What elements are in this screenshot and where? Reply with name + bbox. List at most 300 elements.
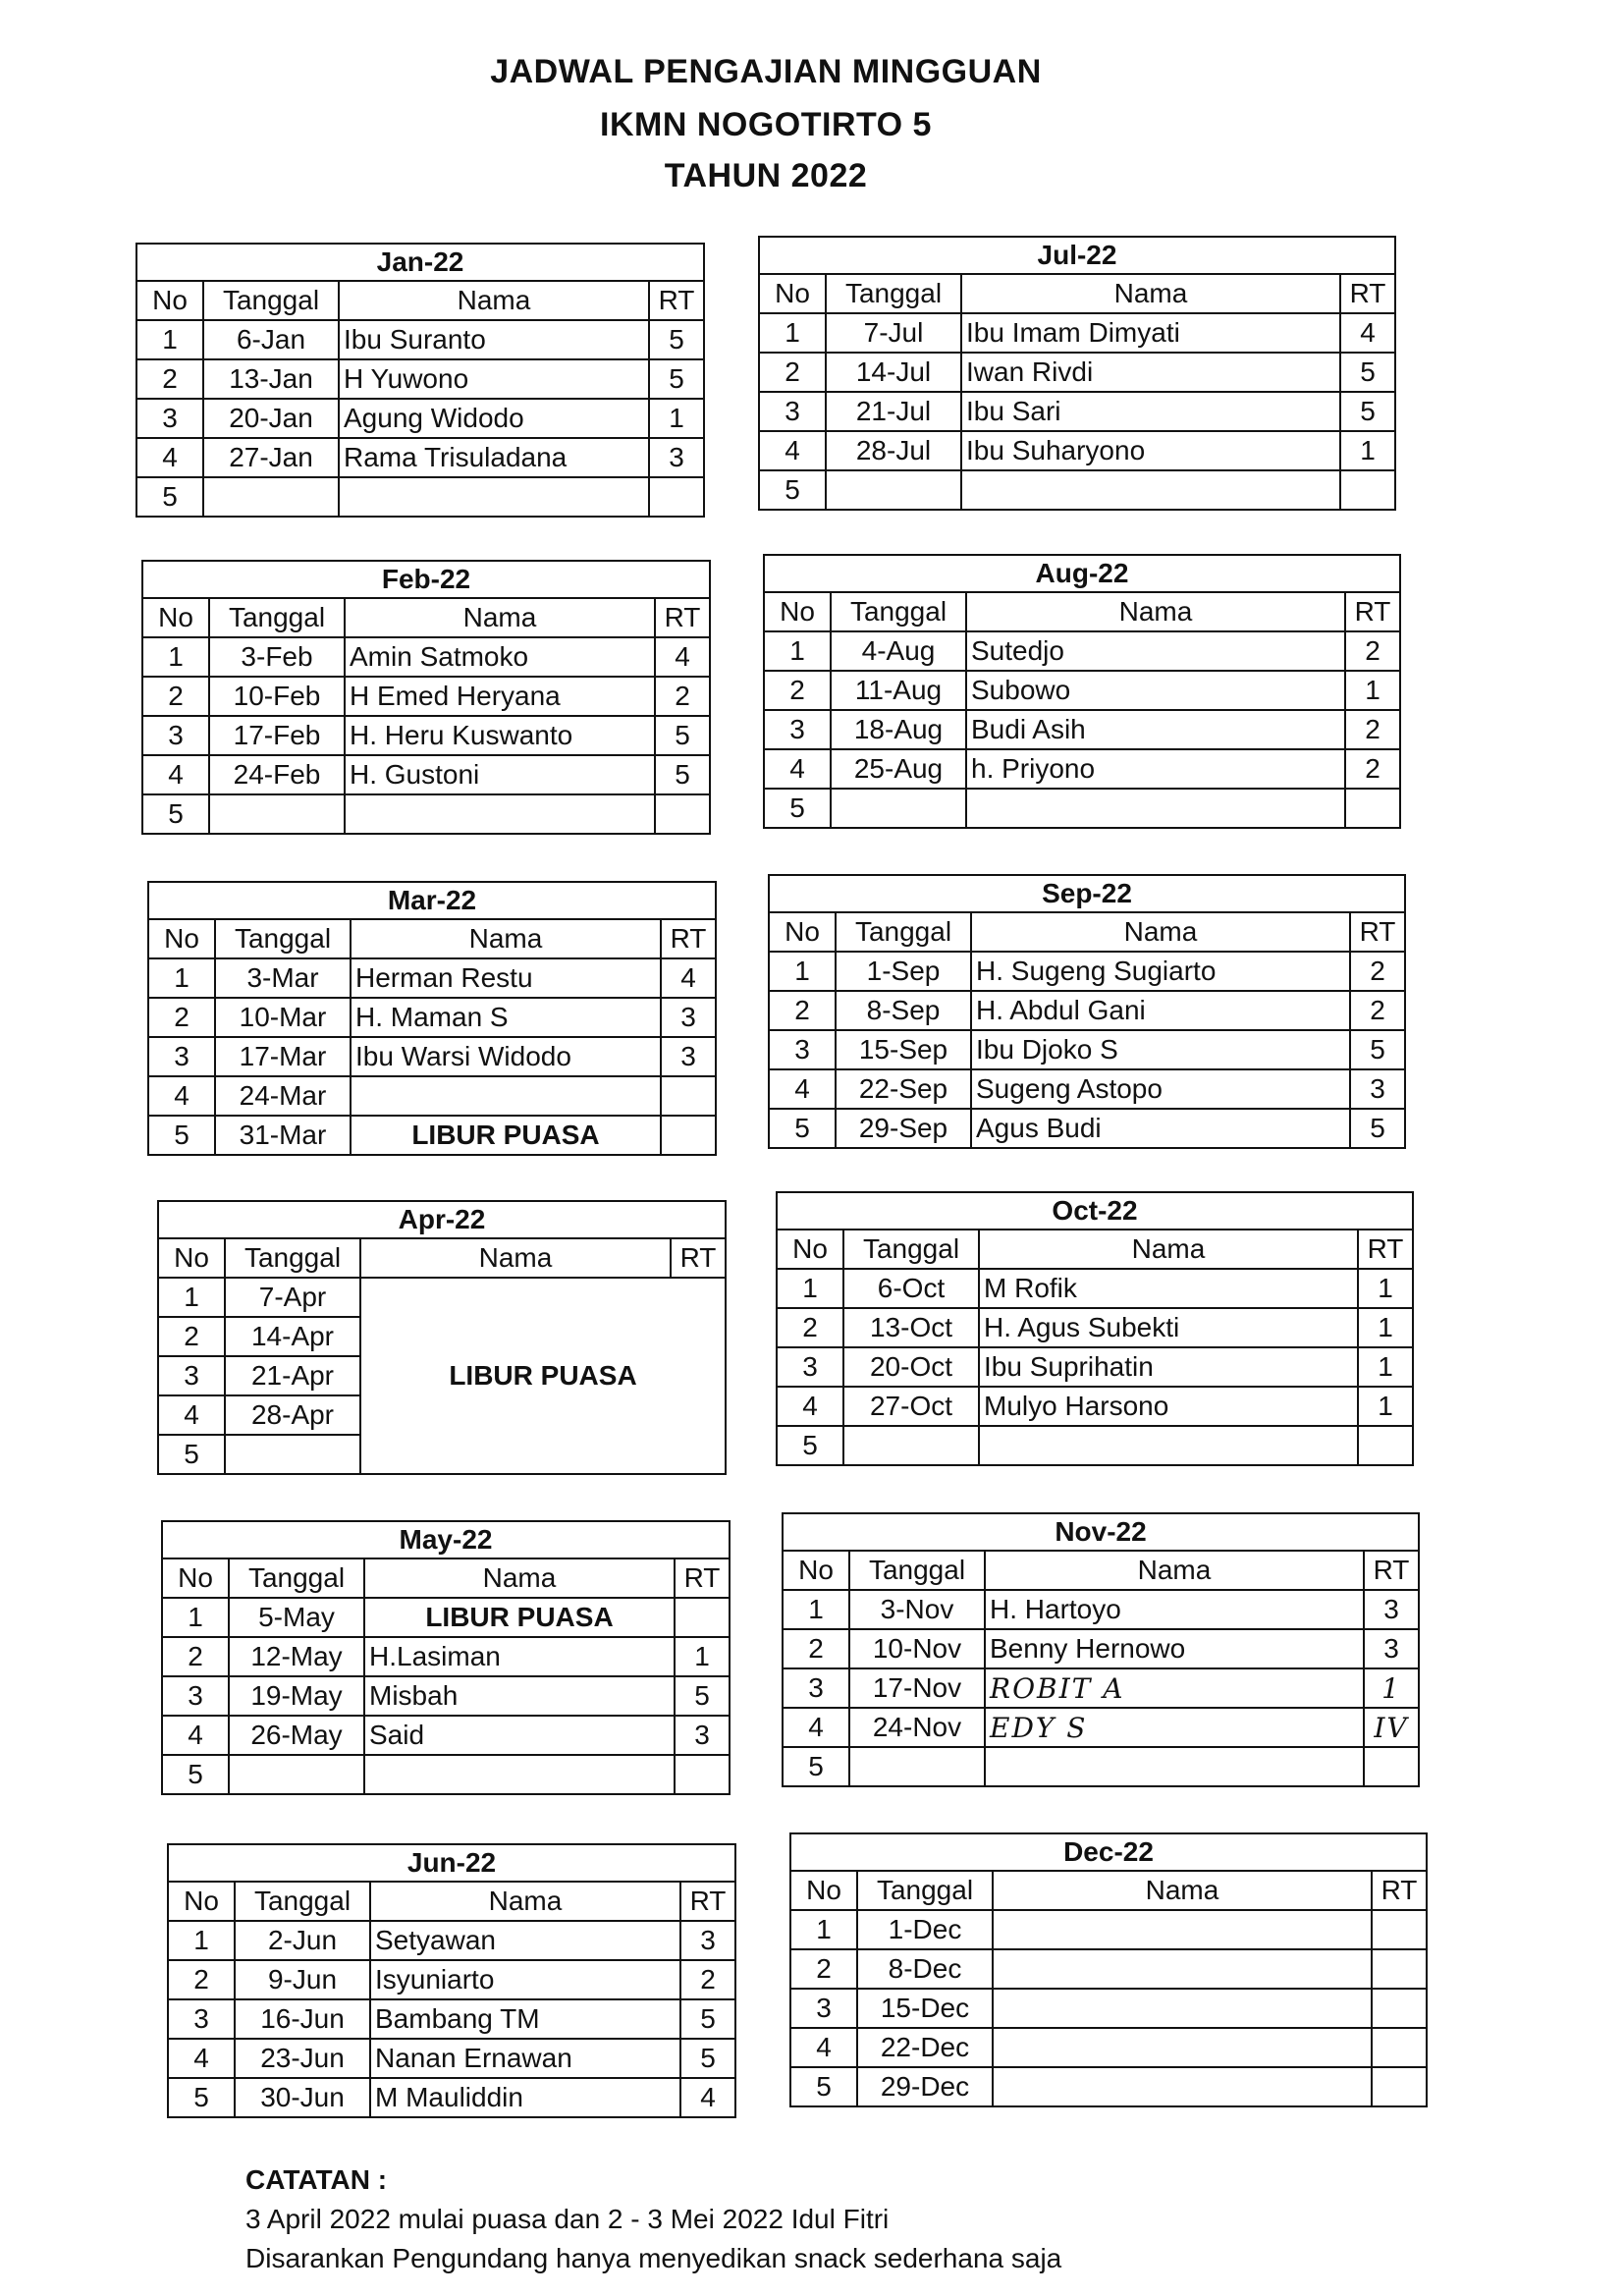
column-header-tanggal: Tanggal — [209, 598, 345, 637]
column-header-no: No — [769, 912, 836, 952]
column-header-nama: Nama — [360, 1238, 671, 1278]
cell-tanggal: 28-Jul — [826, 431, 961, 470]
cell-nama: Agung Widodo — [339, 399, 649, 438]
month-table-jun — [167, 1843, 736, 2118]
cell-rt: IV — [1364, 1708, 1419, 1747]
cell-no: 1 — [764, 631, 831, 671]
cell-rt — [1340, 470, 1395, 510]
cell-no: 5 — [148, 1116, 215, 1155]
table-row — [783, 1629, 1419, 1668]
column-header-rt: RT — [1364, 1551, 1419, 1590]
table-row — [142, 755, 710, 794]
cell-no: 3 — [759, 392, 826, 431]
schedule-table — [789, 1832, 1428, 2107]
table-row — [148, 958, 716, 998]
cell-rt: 5 — [1350, 1030, 1405, 1069]
cell-nama: Benny Hernowo — [985, 1629, 1364, 1668]
month-table-apr — [157, 1200, 727, 1475]
cell-rt: 3 — [661, 998, 716, 1037]
column-header-tanggal: Tanggal — [836, 912, 971, 952]
schedule-table — [167, 1843, 736, 2118]
table-row — [148, 998, 716, 1037]
cell-no: 2 — [769, 991, 836, 1030]
cell-no: 5 — [777, 1426, 843, 1465]
cell-no: 5 — [168, 2078, 235, 2117]
cell-nama — [345, 794, 655, 834]
cell-no: 2 — [783, 1629, 849, 1668]
cell-tanggal: 9-Jun — [235, 1960, 370, 1999]
month-title: Dec-22 — [790, 1833, 1427, 1871]
table-row — [759, 353, 1395, 392]
cell-no: 4 — [764, 749, 831, 789]
cell-nama: Ibu Sari — [961, 392, 1340, 431]
cell-tanggal: 3-Nov — [849, 1590, 985, 1629]
cell-tanggal: 31-Mar — [215, 1116, 351, 1155]
cell-no: 1 — [148, 958, 215, 998]
table-row — [764, 631, 1400, 671]
cell-tanggal: 28-Apr — [225, 1395, 360, 1435]
cell-no: 4 — [148, 1076, 215, 1116]
cell-nama — [993, 2067, 1372, 2106]
cell-rt — [1372, 2067, 1427, 2106]
cell-nama — [364, 1755, 675, 1794]
cell-tanggal — [209, 794, 345, 834]
table-row — [142, 794, 710, 834]
month-table-sep — [768, 874, 1406, 1149]
cell-nama: LIBUR PUASA — [351, 1116, 661, 1155]
cell-nama — [961, 470, 1340, 510]
schedule-table — [768, 874, 1406, 1149]
cell-rt: 2 — [680, 1960, 735, 1999]
cell-rt: 5 — [655, 716, 710, 755]
cell-no: 5 — [759, 470, 826, 510]
cell-no: 3 — [162, 1676, 229, 1716]
table-row — [148, 1037, 716, 1076]
cell-no: 3 — [136, 399, 203, 438]
cell-rt: 3 — [680, 1921, 735, 1960]
column-header-rt: RT — [655, 598, 710, 637]
cell-no: 2 — [764, 671, 831, 710]
cell-nama: H. Gustoni — [345, 755, 655, 794]
cell-rt: 3 — [661, 1037, 716, 1076]
cell-no: 2 — [148, 998, 215, 1037]
cell-tanggal: 17-Mar — [215, 1037, 351, 1076]
cell-no: 4 — [158, 1395, 225, 1435]
cell-rt — [655, 794, 710, 834]
cell-tanggal: 7-Apr — [225, 1278, 360, 1317]
table-row — [777, 1387, 1413, 1426]
cell-no: 2 — [759, 353, 826, 392]
cell-nama — [985, 1747, 1364, 1786]
cell-no: 4 — [162, 1716, 229, 1755]
cell-tanggal: 16-Jun — [235, 1999, 370, 2039]
column-header-nama: Nama — [971, 912, 1350, 952]
schedule-table — [135, 243, 705, 518]
cell-nama: H. Abdul Gani — [971, 991, 1350, 1030]
cell-no: 3 — [142, 716, 209, 755]
cell-rt: 2 — [1350, 991, 1405, 1030]
cell-tanggal: 12-May — [229, 1637, 364, 1676]
cell-no: 1 — [777, 1269, 843, 1308]
cell-rt — [661, 1076, 716, 1116]
cell-nama: Agus Budi — [971, 1109, 1350, 1148]
cell-tanggal: 19-May — [229, 1676, 364, 1716]
table-row — [769, 952, 1405, 991]
cell-tanggal: 14-Apr — [225, 1317, 360, 1356]
table-row — [158, 1278, 726, 1317]
cell-tanggal: 26-May — [229, 1716, 364, 1755]
column-header-tanggal: Tanggal — [843, 1230, 979, 1269]
column-header-rt: RT — [649, 281, 704, 320]
cell-tanggal: 24-Nov — [849, 1708, 985, 1747]
cell-nama: Ibu Djoko S — [971, 1030, 1350, 1069]
cell-rt: 3 — [1364, 1629, 1419, 1668]
cell-rt: 3 — [675, 1716, 730, 1755]
cell-tanggal: 10-Feb — [209, 677, 345, 716]
table-row — [162, 1676, 730, 1716]
column-header-no: No — [158, 1238, 225, 1278]
table-row — [168, 1921, 735, 1960]
table-row — [764, 671, 1400, 710]
table-row — [162, 1598, 730, 1637]
cell-no: 2 — [162, 1637, 229, 1676]
cell-nama: Ibu Warsi Widodo — [351, 1037, 661, 1076]
cell-nama: Ibu Suharyono — [961, 431, 1340, 470]
cell-no: 4 — [168, 2039, 235, 2078]
cell-rt: 1 — [1345, 671, 1400, 710]
cell-nama: M Rofik — [979, 1269, 1358, 1308]
cell-no: 5 — [783, 1747, 849, 1786]
table-row — [783, 1668, 1419, 1708]
cell-nama: LIBUR PUASA — [364, 1598, 675, 1637]
table-row — [136, 477, 704, 517]
cell-rt — [675, 1755, 730, 1794]
column-header-no: No — [759, 274, 826, 313]
cell-tanggal: 20-Jan — [203, 399, 339, 438]
cell-tanggal: 27-Jan — [203, 438, 339, 477]
cell-rt: 1 — [1358, 1269, 1413, 1308]
notes-section — [245, 2160, 1522, 2278]
schedule-table — [758, 236, 1396, 511]
cell-tanggal: 18-Aug — [831, 710, 966, 749]
table-row — [764, 749, 1400, 789]
notes-heading: CATATAN : — [245, 2164, 388, 2195]
column-header-rt: RT — [1345, 592, 1400, 631]
cell-tanggal: 10-Nov — [849, 1629, 985, 1668]
column-header-tanggal: Tanggal — [849, 1551, 985, 1590]
table-row — [759, 431, 1395, 470]
month-table-mar — [147, 881, 717, 1156]
cell-tanggal — [826, 470, 961, 510]
cell-nama: Ibu Imam Dimyati — [961, 313, 1340, 353]
month-title: Oct-22 — [777, 1192, 1413, 1230]
table-row — [148, 1116, 716, 1155]
cell-no: 5 — [764, 789, 831, 828]
column-header-nama: Nama — [979, 1230, 1358, 1269]
column-header-tanggal: Tanggal — [826, 274, 961, 313]
table-row — [777, 1426, 1413, 1465]
table-row — [168, 2039, 735, 2078]
cell-tanggal: 22-Dec — [857, 2028, 993, 2067]
cell-no: 2 — [158, 1317, 225, 1356]
table-row — [162, 1755, 730, 1794]
cell-tanggal: 27-Oct — [843, 1387, 979, 1426]
table-row — [168, 2078, 735, 2117]
column-header-tanggal: Tanggal — [203, 281, 339, 320]
table-row — [136, 359, 704, 399]
cell-no: 3 — [783, 1668, 849, 1708]
month-title: Jun-22 — [168, 1844, 735, 1882]
table-row — [777, 1269, 1413, 1308]
column-header-no: No — [783, 1551, 849, 1590]
cell-rt: 4 — [1340, 313, 1395, 353]
column-header-nama: Nama — [351, 919, 661, 958]
schedule-table — [157, 1200, 727, 1475]
cell-rt: 2 — [1345, 631, 1400, 671]
cell-no: 3 — [777, 1347, 843, 1387]
month-title: Nov-22 — [783, 1513, 1419, 1551]
cell-nama: Rama Trisuladana — [339, 438, 649, 477]
cell-tanggal: 13-Oct — [843, 1308, 979, 1347]
cell-tanggal — [831, 789, 966, 828]
cell-no: 3 — [158, 1356, 225, 1395]
cell-no: 1 — [136, 320, 203, 359]
table-row — [790, 2028, 1427, 2067]
cell-no: 1 — [790, 1910, 857, 1949]
cell-rt — [1345, 789, 1400, 828]
cell-tanggal — [843, 1426, 979, 1465]
column-header-rt: RT — [675, 1558, 730, 1598]
cell-rt — [661, 1116, 716, 1155]
cell-no: 1 — [162, 1598, 229, 1637]
table-row — [777, 1308, 1413, 1347]
column-header-rt: RT — [1350, 912, 1405, 952]
cell-nama: Iwan Rivdi — [961, 353, 1340, 392]
cell-nama — [339, 477, 649, 517]
cell-no: 4 — [769, 1069, 836, 1109]
column-header-nama: Nama — [966, 592, 1345, 631]
cell-nama — [993, 2028, 1372, 2067]
cell-nama: Ibu Suranto — [339, 320, 649, 359]
column-header-no: No — [162, 1558, 229, 1598]
cell-tanggal: 6-Jan — [203, 320, 339, 359]
table-row — [764, 710, 1400, 749]
column-header-rt: RT — [1358, 1230, 1413, 1269]
table-row — [759, 470, 1395, 510]
cell-nama — [993, 1910, 1372, 1949]
cell-no: 5 — [136, 477, 203, 517]
cell-tanggal: 23-Jun — [235, 2039, 370, 2078]
cell-nama: Herman Restu — [351, 958, 661, 998]
table-row — [769, 991, 1405, 1030]
column-header-no: No — [790, 1871, 857, 1910]
column-header-tanggal: Tanggal — [215, 919, 351, 958]
cell-tanggal: 7-Jul — [826, 313, 961, 353]
table-row — [790, 1910, 1427, 1949]
column-header-no: No — [777, 1230, 843, 1269]
cell-no: 5 — [162, 1755, 229, 1794]
cell-nama: Setyawan — [370, 1921, 680, 1960]
cell-tanggal: 13-Jan — [203, 359, 339, 399]
column-header-tanggal: Tanggal — [225, 1238, 360, 1278]
month-table-aug — [763, 554, 1401, 829]
cell-rt: 5 — [675, 1676, 730, 1716]
table-row — [783, 1590, 1419, 1629]
table-row — [759, 313, 1395, 353]
column-header-no: No — [148, 919, 215, 958]
cell-tanggal — [225, 1435, 360, 1474]
cell-nama: Sugeng Astopo — [971, 1069, 1350, 1109]
column-header-nama: Nama — [345, 598, 655, 637]
cell-rt: 1 — [675, 1637, 730, 1676]
cell-tanggal: 8-Sep — [836, 991, 971, 1030]
cell-nama: H. Hartoyo — [985, 1590, 1364, 1629]
cell-nama: Amin Satmoko — [345, 637, 655, 677]
cell-nama — [966, 789, 1345, 828]
table-row — [769, 1109, 1405, 1148]
cell-tanggal: 24-Feb — [209, 755, 345, 794]
cell-rt: 2 — [1350, 952, 1405, 991]
month-table-dec — [789, 1832, 1428, 2107]
month-table-jan — [135, 243, 705, 518]
month-title: Sep-22 — [769, 875, 1405, 912]
column-header-no: No — [168, 1882, 235, 1921]
table-row — [162, 1637, 730, 1676]
cell-rt: 5 — [655, 755, 710, 794]
cell-no: 4 — [790, 2028, 857, 2067]
column-header-no: No — [136, 281, 203, 320]
cell-rt: 5 — [1350, 1109, 1405, 1148]
cell-no: 5 — [790, 2067, 857, 2106]
column-header-nama: Nama — [339, 281, 649, 320]
cell-no: 1 — [769, 952, 836, 991]
cell-rt — [1372, 2028, 1427, 2067]
cell-nama: Misbah — [364, 1676, 675, 1716]
cell-tanggal: 1-Sep — [836, 952, 971, 991]
cell-rt: 5 — [649, 359, 704, 399]
cell-tanggal: 15-Sep — [836, 1030, 971, 1069]
cell-nama: ROBIT A — [985, 1668, 1364, 1708]
table-row — [168, 1960, 735, 1999]
cell-rt: 5 — [1340, 353, 1395, 392]
cell-rt: 4 — [661, 958, 716, 998]
cell-nama: Subowo — [966, 671, 1345, 710]
month-table-nov — [782, 1512, 1420, 1787]
cell-rt — [1372, 1949, 1427, 1989]
cell-tanggal: 5-May — [229, 1598, 364, 1637]
month-table-jul — [758, 236, 1396, 511]
schedule-table — [776, 1191, 1414, 1466]
column-header-nama: Nama — [993, 1871, 1372, 1910]
cell-no: 5 — [142, 794, 209, 834]
cell-rt: 2 — [1345, 710, 1400, 749]
table-row — [783, 1708, 1419, 1747]
cell-rt: 2 — [1345, 749, 1400, 789]
schedule-table — [147, 881, 717, 1156]
column-header-tanggal: Tanggal — [235, 1882, 370, 1921]
cell-tanggal: 14-Jul — [826, 353, 961, 392]
column-header-rt: RT — [680, 1882, 735, 1921]
cell-rt: 3 — [649, 438, 704, 477]
cell-no: 1 — [759, 313, 826, 353]
cell-tanggal: 2-Jun — [235, 1921, 370, 1960]
cell-no: 4 — [777, 1387, 843, 1426]
cell-no: 2 — [142, 677, 209, 716]
column-header-tanggal: Tanggal — [857, 1871, 993, 1910]
table-row — [136, 320, 704, 359]
column-header-nama: Nama — [961, 274, 1340, 313]
cell-rt: 1 — [1358, 1387, 1413, 1426]
month-title: Apr-22 — [158, 1201, 726, 1238]
cell-tanggal — [849, 1747, 985, 1786]
cell-nama: EDY S — [985, 1708, 1364, 1747]
cell-rt: 4 — [680, 2078, 735, 2117]
cell-rt: 2 — [655, 677, 710, 716]
cell-tanggal — [203, 477, 339, 517]
cell-rt: 5 — [1340, 392, 1395, 431]
table-row — [136, 399, 704, 438]
table-row — [790, 2067, 1427, 2106]
table-row — [142, 677, 710, 716]
title-line-1: JADWAL PENGAJIAN MINGGUAN — [490, 53, 1042, 90]
cell-tanggal: 11-Aug — [831, 671, 966, 710]
cell-rt: 5 — [680, 1999, 735, 2039]
cell-tanggal: 20-Oct — [843, 1347, 979, 1387]
table-row — [136, 438, 704, 477]
column-header-rt: RT — [671, 1238, 726, 1278]
cell-nama — [993, 1989, 1372, 2028]
cell-tanggal: 21-Jul — [826, 392, 961, 431]
cell-no: 3 — [168, 1999, 235, 2039]
cell-nama: Sutedjo — [966, 631, 1345, 671]
cell-rt — [1364, 1747, 1419, 1786]
cell-no: 1 — [168, 1921, 235, 1960]
cell-nama: Ibu Suprihatin — [979, 1347, 1358, 1387]
cell-nama: H Emed Heryana — [345, 677, 655, 716]
column-header-tanggal: Tanggal — [229, 1558, 364, 1598]
cell-rt — [1358, 1426, 1413, 1465]
table-row — [790, 1949, 1427, 1989]
table-row — [168, 1999, 735, 2039]
cell-tanggal: 1-Dec — [857, 1910, 993, 1949]
column-header-nama: Nama — [364, 1558, 675, 1598]
table-row — [142, 716, 710, 755]
cell-no: 1 — [142, 637, 209, 677]
cell-rt: 1 — [1364, 1668, 1419, 1708]
table-row — [777, 1347, 1413, 1387]
cell-tanggal: 24-Mar — [215, 1076, 351, 1116]
column-header-rt: RT — [1372, 1871, 1427, 1910]
cell-no: 2 — [777, 1308, 843, 1347]
cell-no: 1 — [783, 1590, 849, 1629]
cell-nama: Nanan Ernawan — [370, 2039, 680, 2078]
month-title: May-22 — [162, 1521, 730, 1558]
column-header-rt: RT — [661, 919, 716, 958]
cell-nama: H Yuwono — [339, 359, 649, 399]
cell-nama: Bambang TM — [370, 1999, 680, 2039]
table-row — [162, 1716, 730, 1755]
schedule-table — [763, 554, 1401, 829]
schedule-table — [141, 560, 711, 835]
table-row — [790, 1989, 1427, 2028]
cell-tanggal: 25-Aug — [831, 749, 966, 789]
cell-tanggal: 6-Oct — [843, 1269, 979, 1308]
cell-tanggal: 21-Apr — [225, 1356, 360, 1395]
schedule-table — [782, 1512, 1420, 1787]
column-header-nama: Nama — [370, 1882, 680, 1921]
month-table-oct — [776, 1191, 1414, 1466]
cell-nama: H. Heru Kuswanto — [345, 716, 655, 755]
